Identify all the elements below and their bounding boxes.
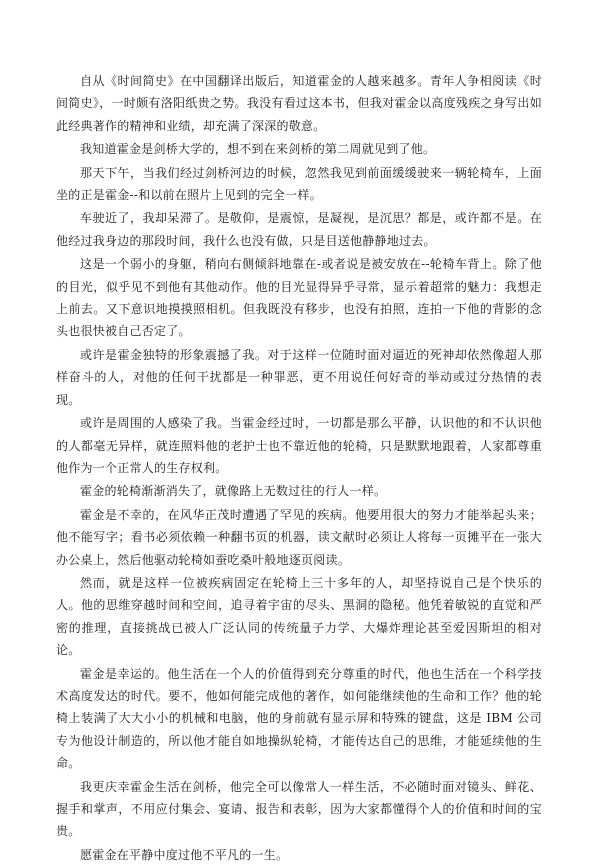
paragraph-7: 或许是周围的人感染了我。当霍金经过时，一切都是那么平静，认识他的和不认识他的人都毫无异样，就连照料他的老护士也不靠近他的轮椅，只是默默地跟着，人家都尊重他作为一个正常人的生存权利。: [56, 416, 542, 475]
paragraph-3: 那天下午，当我们经过剑桥河边的时候，忽然我见到前面缓缓驶来一辆轮椅车，上面坐的正是霍金--和以前在照片上见到的完全一样。: [56, 165, 542, 203]
paragraph-5: 这是一个弱小的身躯，稍向右侧倾斜地靠在-或者说是被安放在--轮椅车背上。除了他的目光，似乎见不到他有其他动作。他的目光显得异乎寻常，显示着超常的魅力：我想走上前去。又下意识地摸摸照相机。但我既没有移步，也没有拍照，连拍一下他的背影的念头也很快被自己否定了。: [56, 257, 542, 339]
paragraph-13: 愿霍金在平静中度过他不平凡的一生。: [80, 847, 289, 862]
article-body: [56, 70, 542, 867]
paragraph-1: 自从《时间简史》在中国翻译出版后，知道霍金的人越来越多。青年人争相阅读《时间简史》，一时颇有洛阳纸贵之势。我没有看过这本书，但我对霍金以高度残疾之身写出如此经典著作的精神和业绩，却充满了深深的敬意。: [56, 74, 542, 133]
paragraph-8: 霍金的轮椅渐渐消失了，就像路上无数过往的行人一样。: [80, 484, 387, 499]
paragraph-10: 然而，就是这样一位被疾病固定在轮椅上三十多年的人，却坚持说自己是个快乐的人。他的思维穿越时间和空间，追寻着宇宙的尽头、黑洞的隐秘。他凭着敏锐的直觉和严密的推理，直接挑战已被人广泛认同的传统量子力学、大爆炸理论甚至爱因斯坦的相对论。: [56, 575, 542, 658]
paragraph-4: 车驶近了，我却呆滞了。是敬仰，是震惊，是凝视，是沉思？都是，或许都不是。在他经过我身边的那段时间，我什么也没有做，只是目送他静静地过去。: [56, 211, 542, 248]
paragraph-2: 我知道霍金是剑桥大学的，想不到在来剑桥的第二周就见到了他。: [80, 142, 436, 157]
paragraph-9: 霍金是不幸的，在风华正茂时遭遇了罕见的疾病。他要用很大的努力才能举起头来；他不能写字；看书必须依赖一种翻书页的机器，读文献时必须让人将每一页摊平在一张大办公桌上，然后他驱动轮椅如蚕吃桑叶般地逐页阅读。: [56, 507, 542, 567]
paragraph-11: 霍金是幸运的。他生活在一个人的价值得到充分尊重的时代，他也生活在一个科学技术高度发达的时代。要不，他如何能完成他的著作，如何能继续他的生命和工作？他的轮椅上装满了大大小小的机械和电脑，他的身前就有显示屏和特殊的键盘，这是 IBM 公司专为他设计制造的，所以他才能自如地操纵轮椅，才能传达自己的思维，才能延续他的生命。: [56, 666, 542, 771]
paragraph-6: 或许是霍金独特的形象震撼了我。对于这样一位随时面对逼近的死神却依然像超人那样奋斗的人，对他的任何干扰都是一种罪恶，更不用说任何好奇的举动或过分热情的表现。: [56, 347, 542, 407]
paragraph-12: 我更庆幸霍金生活在剑桥，他完全可以像常人一样生活，不必随时面对镜头、鲜花、握手和掌声，不用应付集会、宴请、报告和表彰，因为大家都懂得个人的价值和时间的宝贵。: [56, 779, 542, 839]
